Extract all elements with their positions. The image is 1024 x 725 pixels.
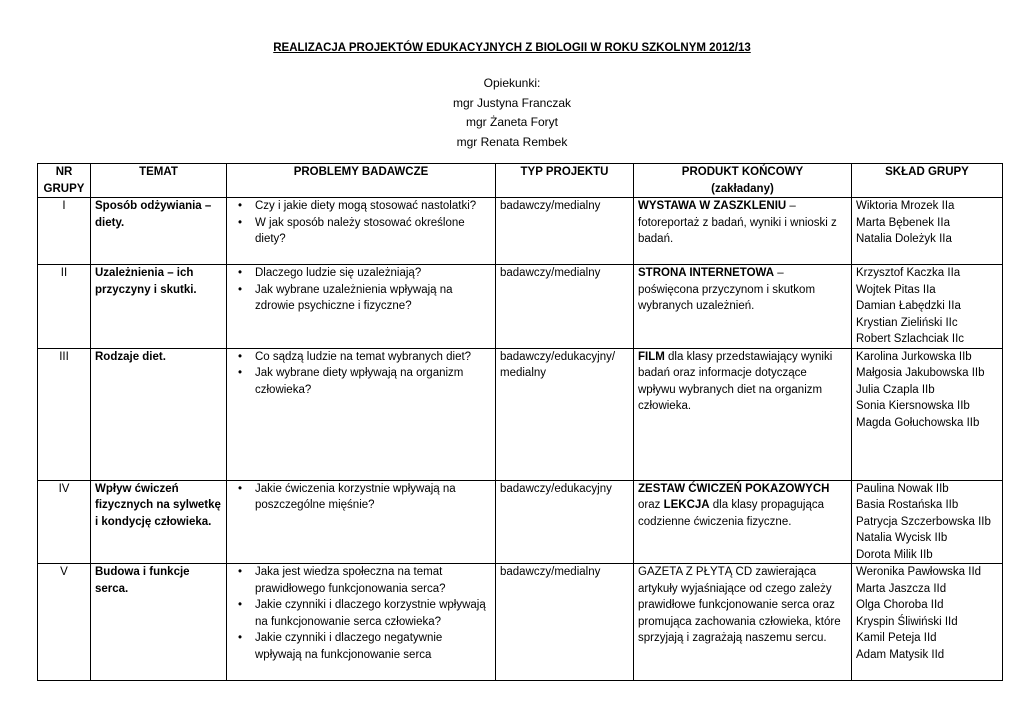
member-name: Weronika Pawłowska IId xyxy=(856,566,982,578)
member-name: Damian Łabędzki IIa xyxy=(856,300,961,312)
projects-table xyxy=(37,163,1003,681)
member-name: Sonia Kiersnowska IIb xyxy=(856,400,970,412)
member-name: Julia Czapla IIb xyxy=(856,383,935,396)
document-title: REALIZACJA PROJEKTÓW EDUKACYJNYCH Z BIOLOGII W ROKU SZKOLNYM 2012/13 xyxy=(273,42,751,54)
members-cell xyxy=(852,564,1003,681)
member-name: Basia Rostańska IIb xyxy=(856,499,959,511)
member-name: Karolina Jurkowska IIb xyxy=(856,350,972,363)
problems-cell xyxy=(227,265,496,349)
group-number: III xyxy=(38,348,91,480)
members-cell xyxy=(852,348,1003,480)
table-row xyxy=(38,198,1003,265)
product-cell xyxy=(634,198,852,265)
header-temat: TEMAT xyxy=(91,164,227,198)
product-title-secondary: LEKCJA xyxy=(663,499,710,511)
product-connector: oraz xyxy=(638,499,664,511)
group-number: V xyxy=(38,564,91,681)
guardians-label: Opiekunki: xyxy=(483,76,541,90)
member-name: Małgosia Jakubowska IIb xyxy=(856,367,985,379)
header-typ: TYP PROJEKTU xyxy=(496,164,634,198)
problem-item: • Dlaczego ludzie się uzależniają? xyxy=(255,265,491,282)
member-name: Kamil Peteja IId xyxy=(856,632,937,644)
table-row xyxy=(38,348,1003,480)
problem-item: • Jakie ćwiczenia korzystnie wpływają na poszczególne mięśnie? xyxy=(255,481,491,514)
problem-item: • Jak wybrane uzależnienia wpływają na zdrowie psychiczne i fizyczne? xyxy=(255,282,491,315)
topic-cell: Budowa i funkcje serca. xyxy=(91,564,227,681)
product-title: ZESTAW ĆWICZEŃ POKAZOWYCH xyxy=(638,482,830,495)
product-title: FILM xyxy=(638,350,665,363)
member-name: Krystian Zieliński IIc xyxy=(856,316,958,329)
product-cell xyxy=(634,564,852,681)
table-row xyxy=(38,564,1003,681)
member-name: Kryspin Śliwiński IId xyxy=(856,615,958,628)
problem-item: • Jaka jest wiedza społeczna na temat prawidłowego funkcjonowania serca? xyxy=(255,564,491,597)
header-problemy: PROBLEMY BADAWCZE xyxy=(227,164,496,198)
header-nr: NR GRUPY xyxy=(38,164,91,198)
type-cell: badawczy/medialny xyxy=(496,198,634,265)
member-name: Natalia Wycisk IIb xyxy=(856,532,948,544)
topic-cell: Rodzaje diet. xyxy=(91,348,227,480)
product-description: GAZETA Z PŁYTĄ CD zawierająca artykuły wyjaśniające od czego zależy prawidłowe funkcjonowanie serca oraz promująca zachowania człowieka, które sprzyjają i zagrażają naszemu sercu. xyxy=(638,566,841,644)
guardian-name: mgr Renata Rembek xyxy=(456,134,568,149)
type-cell: badawczy/edukacyjny/ medialny xyxy=(496,348,634,480)
member-name: Wiktoria Mrozek IIa xyxy=(856,200,955,212)
problems-cell xyxy=(227,480,496,564)
member-name: Dorota Milik IIb xyxy=(856,548,933,561)
group-number: I xyxy=(38,198,91,265)
product-cell xyxy=(634,480,852,564)
table-row xyxy=(38,265,1003,349)
member-name: Adam Matysik IId xyxy=(856,648,945,661)
product-cell xyxy=(634,265,852,349)
header-sklad: SKŁAD GRUPY xyxy=(852,164,1003,198)
member-name: Olga Choroba IId xyxy=(856,599,944,611)
group-number: IV xyxy=(38,480,91,564)
members-cell xyxy=(852,198,1003,265)
member-name: Natalia Doleżyk IIa xyxy=(856,233,952,245)
member-name: Wojtek Pitas IIa xyxy=(856,283,936,296)
member-name: Paulina Nowak IIb xyxy=(856,482,949,495)
product-title: WYSTAWA W ZASZKLENIU xyxy=(638,200,787,212)
topic-cell: Uzależnienia – ich przyczyny i skutki. xyxy=(91,265,227,349)
guardian-name: mgr Justyna Franczak xyxy=(452,95,572,110)
header-produkt: PRODUKT KOŃCOWY (zakładany) xyxy=(634,164,852,198)
problem-item: • W jak sposób należy stosować określone diety? xyxy=(255,215,491,248)
product-description: – poświęcona przyczynom i skutkom wybranych uzależnień. xyxy=(638,267,816,312)
problem-item: • Jakie czynniki i dlaczego korzystnie wpływają na funkcjonowanie serca człowieka? xyxy=(255,597,491,630)
member-name: Marta Bębenek IIa xyxy=(856,216,950,229)
problems-cell xyxy=(227,564,496,681)
member-name: Robert Szlachciak IIc xyxy=(856,333,965,345)
member-name: Magda Gołuchowska IIb xyxy=(856,416,980,429)
type-cell: badawczy/medialny xyxy=(496,564,634,681)
product-cell xyxy=(634,348,852,480)
product-title: STRONA INTERNETOWA xyxy=(638,267,775,279)
problem-item: • Jak wybrane diety wpływają na organizm człowieka? xyxy=(255,365,491,398)
problem-item: • Czy i jakie diety mogą stosować nastolatki? xyxy=(255,198,491,215)
member-name: Patrycja Szczerbowska IIb xyxy=(856,515,991,528)
members-cell xyxy=(852,265,1003,349)
problems-cell xyxy=(227,348,496,480)
topic-cell: Sposób odżywiania – diety. xyxy=(91,198,227,265)
members-cell xyxy=(852,480,1003,564)
member-name: Marta Jaszcza IId xyxy=(856,582,947,595)
type-cell: badawczy/medialny xyxy=(496,265,634,349)
product-description: dla klasy propagująca codzienne ćwiczenia fizyczne. xyxy=(638,499,825,528)
type-cell: badawczy/edukacyjny xyxy=(496,480,634,564)
problem-item: • Co sądzą ludzie na temat wybranych diet? xyxy=(255,349,491,366)
problems-cell xyxy=(227,198,496,265)
group-number: II xyxy=(38,265,91,349)
product-description: – fotoreportaż z badań, wyniki i wnioski z badań. xyxy=(638,200,837,245)
guardian-name: mgr Żaneta Foryt xyxy=(465,115,559,129)
guardians-block xyxy=(0,74,1024,152)
table-row xyxy=(38,480,1003,564)
member-name: Krzysztof Kaczka IIa xyxy=(856,267,961,279)
problem-item: • Jakie czynniki i dlaczego negatywnie wpływają na funkcjonowanie serca xyxy=(255,630,491,663)
table-header-row xyxy=(38,164,1003,198)
topic-cell: Wpływ ćwiczeń fizycznych na sylwetkę i kondycję człowieka. xyxy=(91,480,227,564)
product-description: dla klasy przedstawiający wyniki badań oraz informacje dotyczące wpływu wybranych diet na organizm człowieka. xyxy=(638,350,833,412)
